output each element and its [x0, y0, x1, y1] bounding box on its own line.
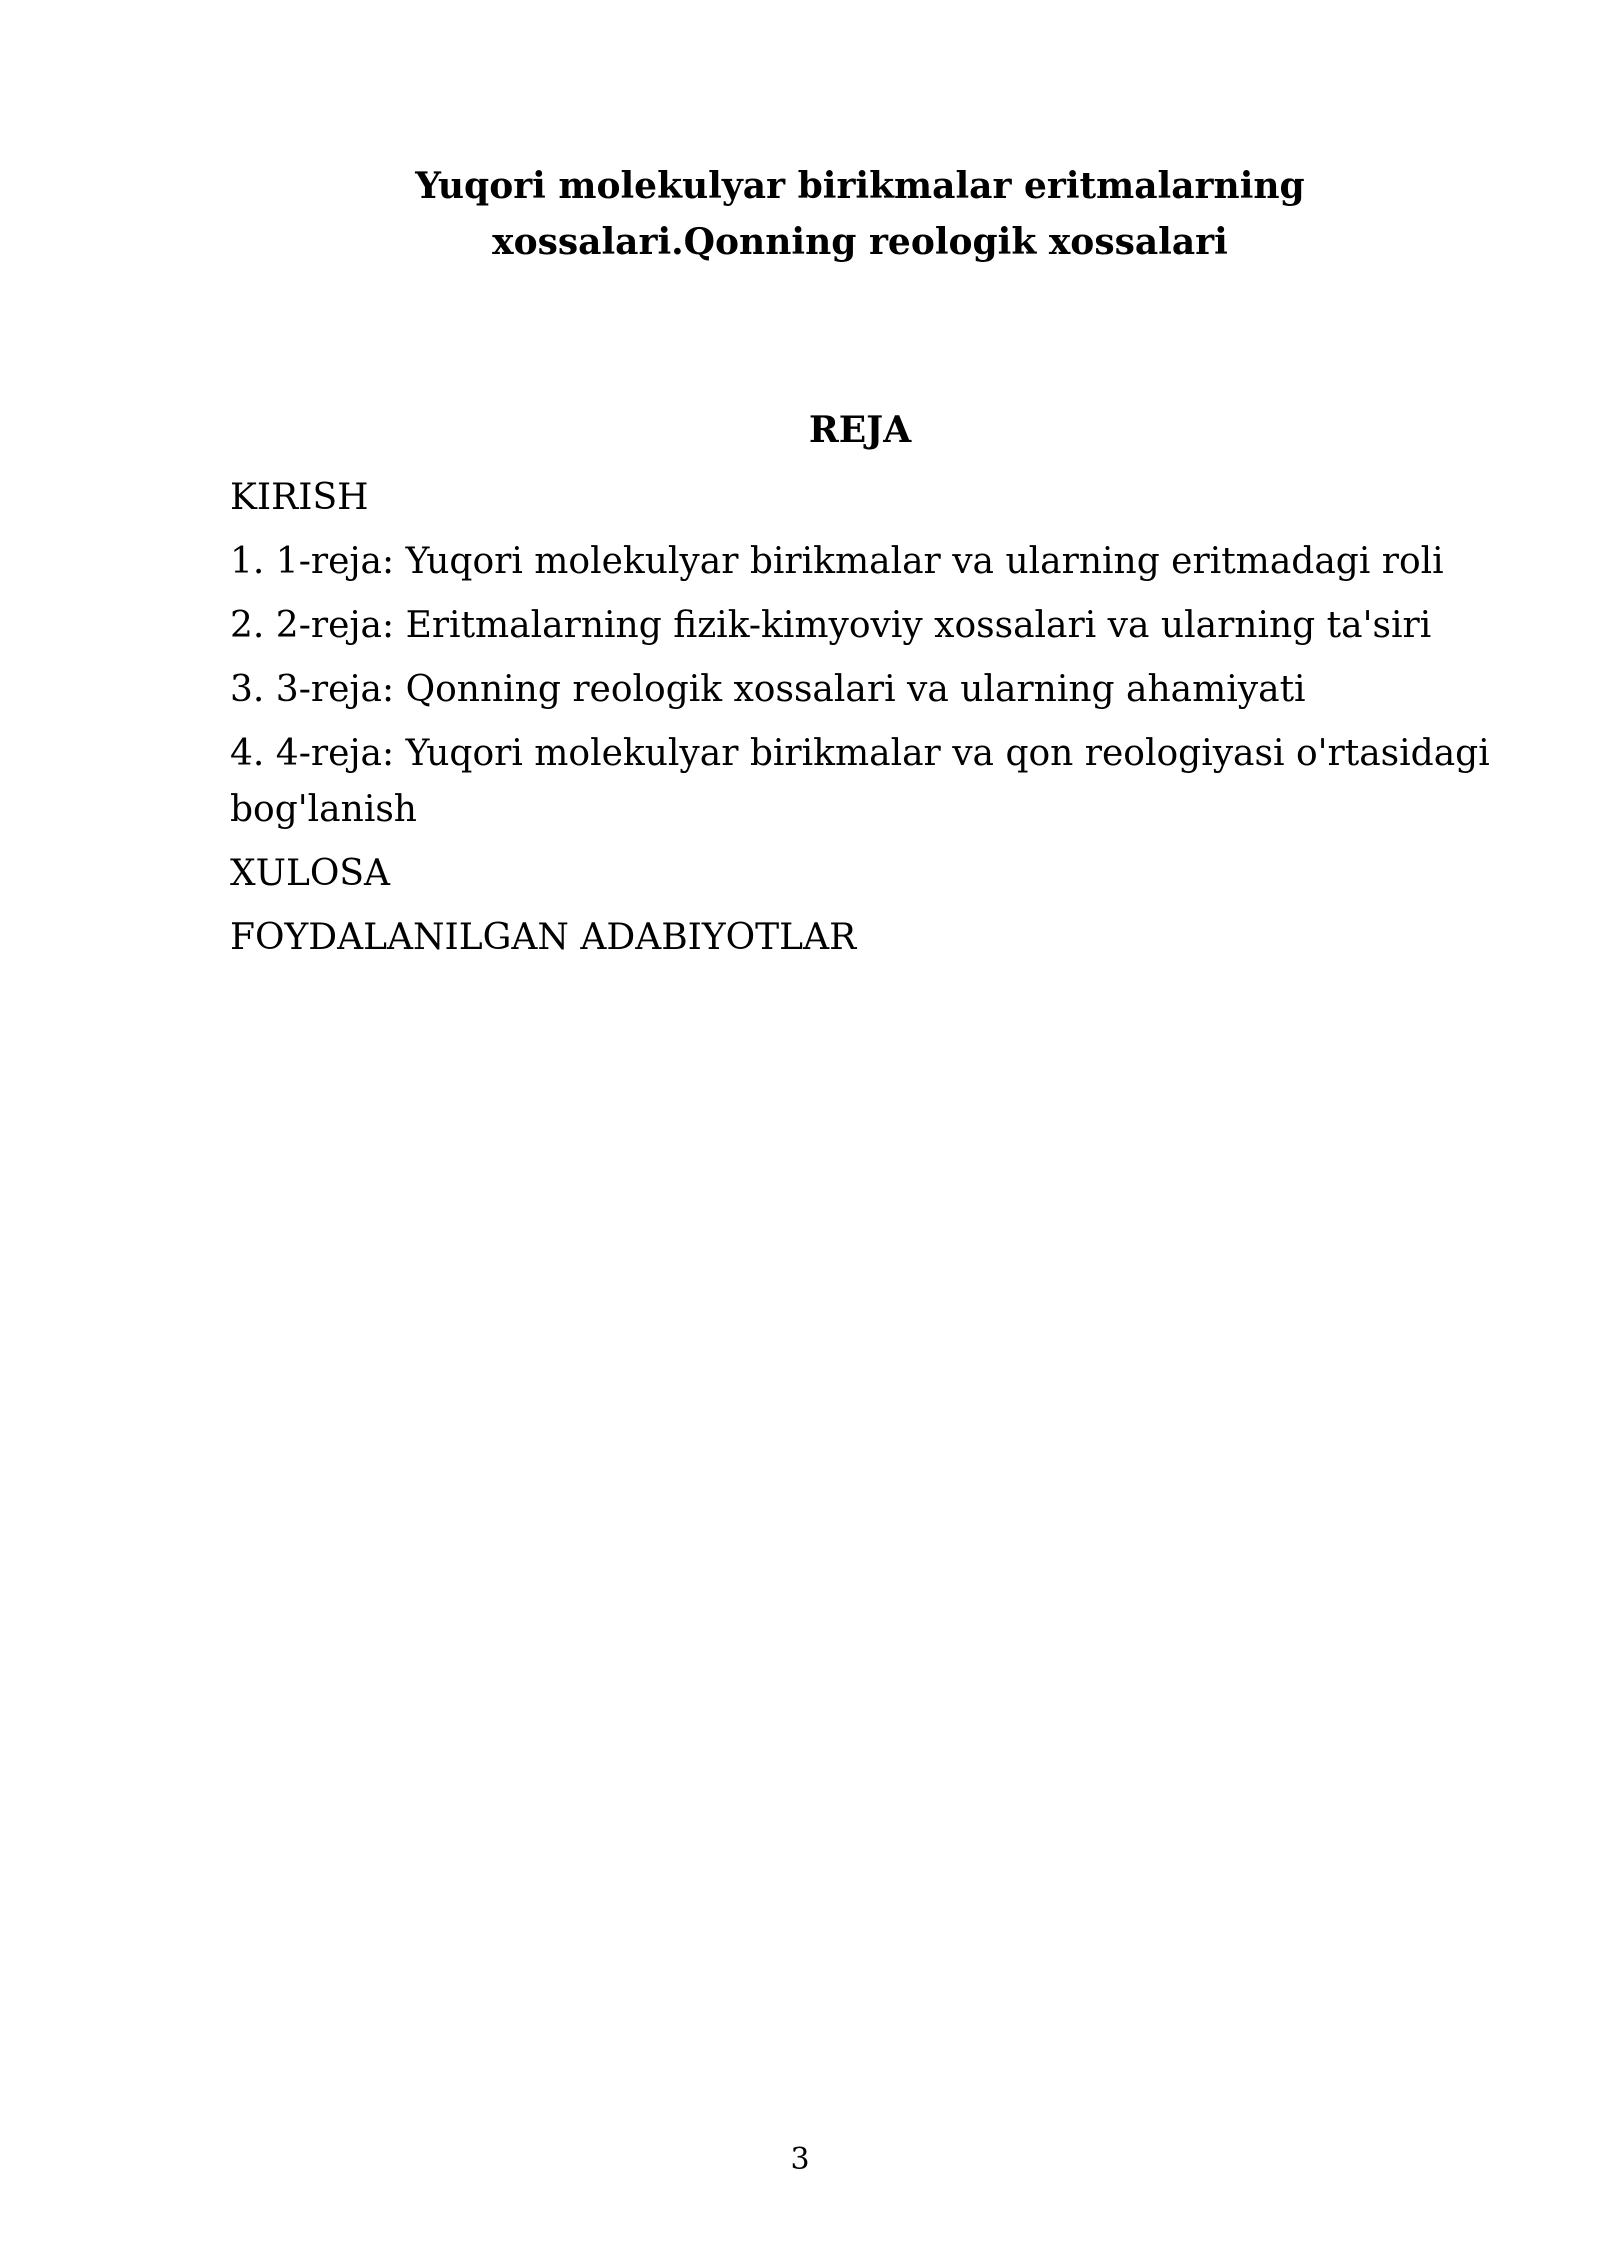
document-title-line-2: xossalari.Qonning reologik xossalari	[492, 221, 1228, 263]
toc-item-2: 2. 2-reja: Eritmalarning fizik-kimyoviy xossalari va ularning ta'siri	[230, 605, 1432, 646]
page-number: 3	[790, 2142, 810, 2177]
document-title-line-1: Yuqori molekulyar birikmalar eritmalarning	[415, 165, 1305, 207]
plan-heading: REJA	[808, 409, 912, 451]
toc-item-4: 4. 4-reja: Yuqori molekulyar birikmalar va qon reologiyasi o'rtasidagi bog'lanish	[230, 733, 1490, 830]
toc-item-intro: KIRISH	[230, 477, 369, 518]
toc-item-3: 3. 3-reja: Qonning reologik xossalari va ularning ahamiyati	[230, 669, 1306, 710]
document-title	[330, 158, 1390, 270]
toc-item-conclusion: XULOSA	[230, 853, 391, 894]
toc-item-1: 1. 1-reja: Yuqori molekulyar birikmalar va ularning eritmadagi roli	[230, 541, 1444, 582]
table-of-contents	[230, 470, 1530, 974]
toc-item-references: FOYDALANILGAN ADABIYOTLAR	[230, 917, 857, 958]
